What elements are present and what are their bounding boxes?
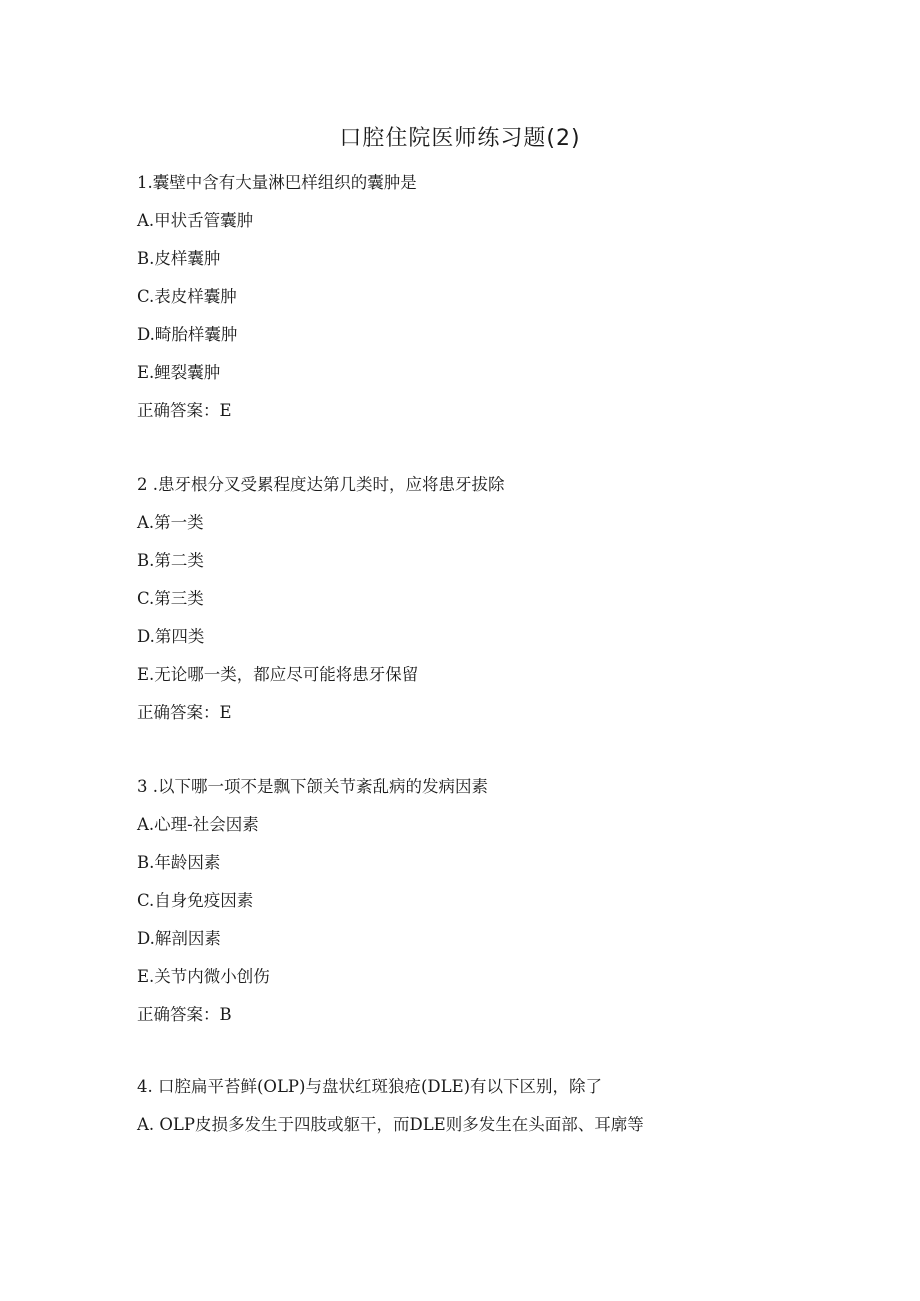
question-1-option-d: D.畸胎样囊肿 (137, 325, 238, 344)
question-1-stem: 1.囊壁中含有大量淋巴样组织的囊肿是 (137, 173, 417, 192)
question-3-option-d: D.解剖因素 (137, 929, 221, 948)
question-2-answer: 正确答案：E (137, 703, 232, 722)
question-2-option-d: D.第四类 (137, 627, 205, 646)
question-2-option-e: E.无论哪一类，都应尽可能将患牙保留 (137, 665, 419, 684)
question-1-option-e: E.鲤裂囊肿 (137, 363, 221, 382)
question-3-option-c: C.自身免疫因素 (137, 891, 254, 910)
question-3-option-b: B.年龄因素 (137, 853, 221, 872)
question-4-option-a: A. OLP皮损多发生于四肢或躯干，而DLE则多发生在头面部、耳廓等 (137, 1115, 644, 1134)
question-3-stem: 3 .以下哪一项不是飘下颌关节紊乱病的发病因素 (137, 777, 488, 796)
question-1-answer: 正确答案：E (137, 401, 232, 420)
question-3-option-a: A.心理-社会因素 (137, 815, 259, 834)
question-4-stem: 4. 口腔扁平苔鲜(OLP)与盘状红斑狼疮(DLE)有以下区别，除了 (137, 1077, 603, 1096)
page-title: 口腔住院医师练习题(2) (339, 126, 581, 151)
question-3-answer: 正确答案：B (137, 1005, 232, 1024)
question-1-option-c: C.表皮样囊肿 (137, 287, 237, 306)
question-1-option-a: A.甲状舌管囊肿 (137, 211, 254, 230)
question-2-option-b: B.第二类 (137, 551, 204, 570)
question-2-stem: 2 .患牙根分叉受累程度达第几类时，应将患牙拔除 (137, 475, 505, 494)
question-3-option-e: E.关节内微小创伤 (137, 967, 270, 986)
question-2-option-c: C.第三类 (137, 589, 204, 608)
question-2-option-a: A.第一类 (137, 513, 204, 532)
question-1-option-b: B.皮样囊肿 (137, 249, 221, 268)
